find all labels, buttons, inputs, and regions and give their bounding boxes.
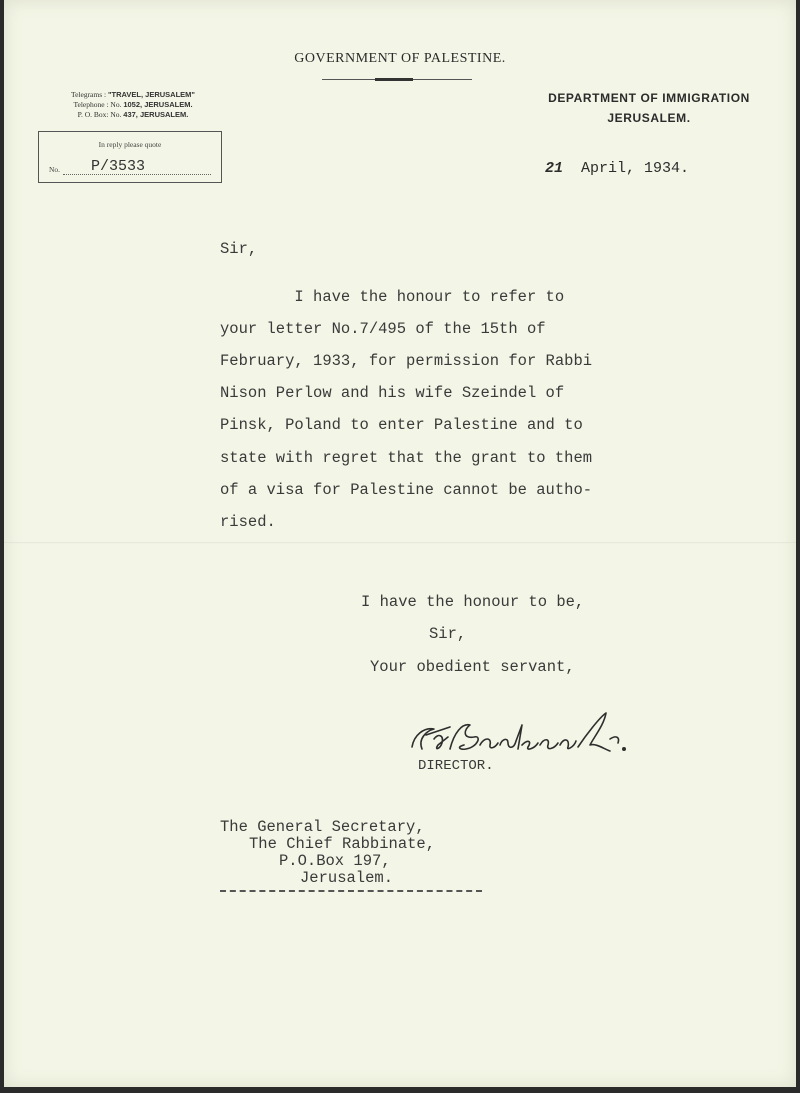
handwritten-signature (404, 705, 634, 765)
pobox-line (18, 110, 248, 120)
addressee-underline (220, 890, 482, 892)
government-header: GOVERNMENT OF PALESTINE. (294, 51, 506, 66)
addressee-line: Jerusalem. (300, 869, 394, 887)
body-line: Pinsk, Poland to enter Palestine and to (220, 416, 583, 434)
telephone-label: Telephone : No. (73, 100, 122, 109)
pobox-label: P. O. Box: No. (77, 110, 122, 119)
signatory-title: DIRECTOR. (418, 758, 494, 774)
reference-number: P/3533 (91, 158, 146, 175)
telegrams-value: "TRAVEL, JERUSALEM" (107, 90, 195, 99)
reference-box (38, 131, 222, 183)
body-line: I have the honour to refer to (220, 288, 565, 306)
telegrams-label: Telegrams : (71, 90, 107, 99)
header-rule-accent (375, 78, 413, 81)
reference-caption: In reply please quote (98, 140, 162, 149)
body-line: of a visa for Palestine cannot be autho- (220, 481, 593, 499)
telephone-value: 1052, JERUSALEM. (123, 100, 193, 109)
body-line: Nison Perlow and his wife Szeindel of (220, 384, 565, 402)
pobox-value: 437, JERUSALEM. (123, 110, 189, 119)
letter-date (545, 160, 689, 177)
body-line: rised. (220, 513, 276, 531)
closing-line: I have the honour to be, (361, 593, 585, 611)
telegrams-line (18, 90, 248, 100)
closing-line: Your obedient servant, (370, 658, 575, 676)
department-name: DEPARTMENT OF IMMIGRATION (548, 91, 750, 105)
body-line: state with regret that the grant to them (220, 449, 593, 467)
contact-block (18, 90, 248, 120)
date-rest: April, 1934. (581, 160, 690, 177)
telephone-line (18, 100, 248, 110)
salutation: Sir, (220, 240, 258, 258)
addressee-line: P.O.Box 197, (279, 852, 391, 870)
addressee-line: The Chief Rabbinate, (249, 835, 436, 853)
date-day: 21 (545, 160, 564, 177)
department-block (524, 88, 774, 128)
body-line: your letter No.7/495 of the 15th of (220, 320, 546, 338)
reference-no-label: No. (49, 165, 61, 174)
addressee-line: The General Secretary, (220, 818, 425, 836)
body-line: February, 1933, for permission for Rabbi (220, 352, 593, 370)
department-city: JERUSALEM. (607, 111, 691, 125)
closing-line: Sir, (429, 625, 467, 643)
paper-fold-crease (4, 542, 796, 544)
letter-page (4, 0, 796, 1087)
